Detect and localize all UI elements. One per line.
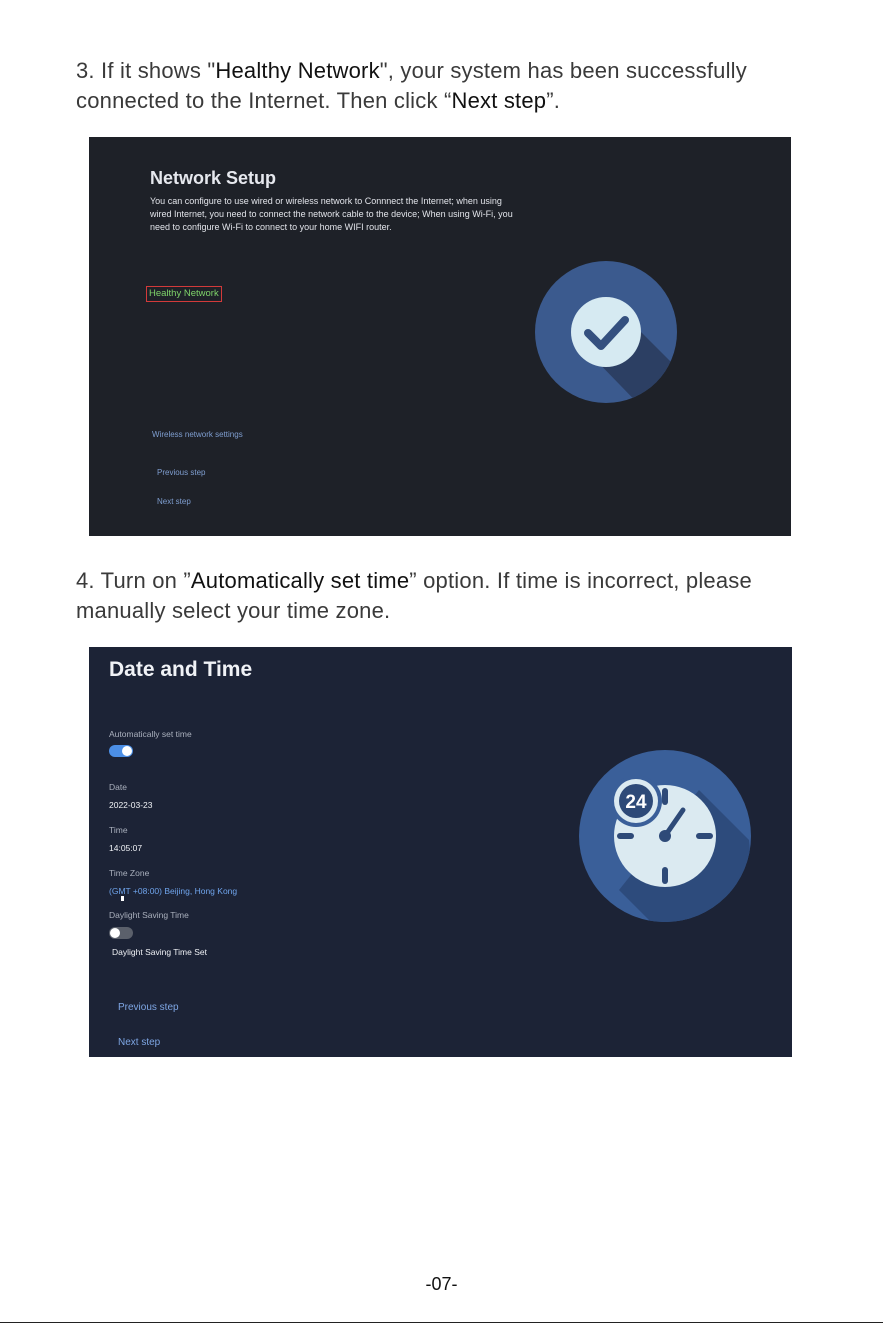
previous-step-button[interactable]: Previous step: [118, 1002, 179, 1013]
clock-badge-number: 24: [625, 792, 647, 813]
auto-time-label: Automatically set time: [109, 729, 192, 739]
date-time-title: Date and Time: [109, 658, 253, 681]
check-icon: [535, 261, 677, 403]
page-number: -07-: [425, 1274, 458, 1294]
toggle-knob: [122, 746, 132, 756]
previous-step-button[interactable]: Previous step: [157, 468, 206, 477]
date-time-screenshot: [89, 647, 792, 1057]
clock-24-icon: [579, 750, 751, 922]
dst-set-item[interactable]: Daylight Saving Time Set: [112, 947, 207, 957]
automatically-set-time-emphasis: Automatically set time: [190, 568, 410, 593]
step4-instruction: 4. Turn on ”Automatically set time” option. If time is incorrect, please manually select your time zone.: [76, 568, 752, 623]
network-setup-description: You can configure to use wired or wireless network to Connnect the Internet; when using wired Internet, you need to connect the network cable to the device; When using Wi-Fi, you need to configure Wi-Fi to connect to your home WIFI router.: [150, 196, 513, 233]
step3-instruction: 3. If it shows "Healthy Network", your system has been successfully connected to the Internet. Then click “Next step”.: [76, 58, 747, 113]
time-value[interactable]: 14:05:07: [109, 843, 143, 853]
date-value[interactable]: 2022-03-23: [109, 800, 153, 810]
dst-toggle[interactable]: [109, 927, 133, 939]
healthy-network-status[interactable]: Healthy Network: [146, 286, 222, 302]
healthy-network-emphasis: Healthy Network: [215, 58, 380, 83]
dst-label: Daylight Saving Time: [109, 910, 189, 920]
next-step-button[interactable]: Next step: [118, 1037, 161, 1048]
time-zone-label: Time Zone: [109, 868, 150, 878]
toggle-knob: [110, 928, 120, 938]
wireless-network-settings-link[interactable]: Wireless network settings: [152, 430, 243, 439]
mouse-cursor-icon: [121, 896, 124, 901]
time-zone-select[interactable]: (GMT +08:00) Beijing, Hong Kong: [109, 886, 238, 896]
next-step-emphasis: Next step: [451, 88, 547, 113]
page-bottom-rule: [0, 1322, 883, 1323]
network-setup-title: Network Setup: [150, 168, 277, 188]
next-step-button[interactable]: Next step: [157, 497, 191, 506]
date-label: Date: [109, 782, 127, 792]
network-setup-screenshot: [89, 137, 791, 536]
time-label: Time: [109, 825, 128, 835]
auto-time-toggle[interactable]: [109, 745, 133, 757]
